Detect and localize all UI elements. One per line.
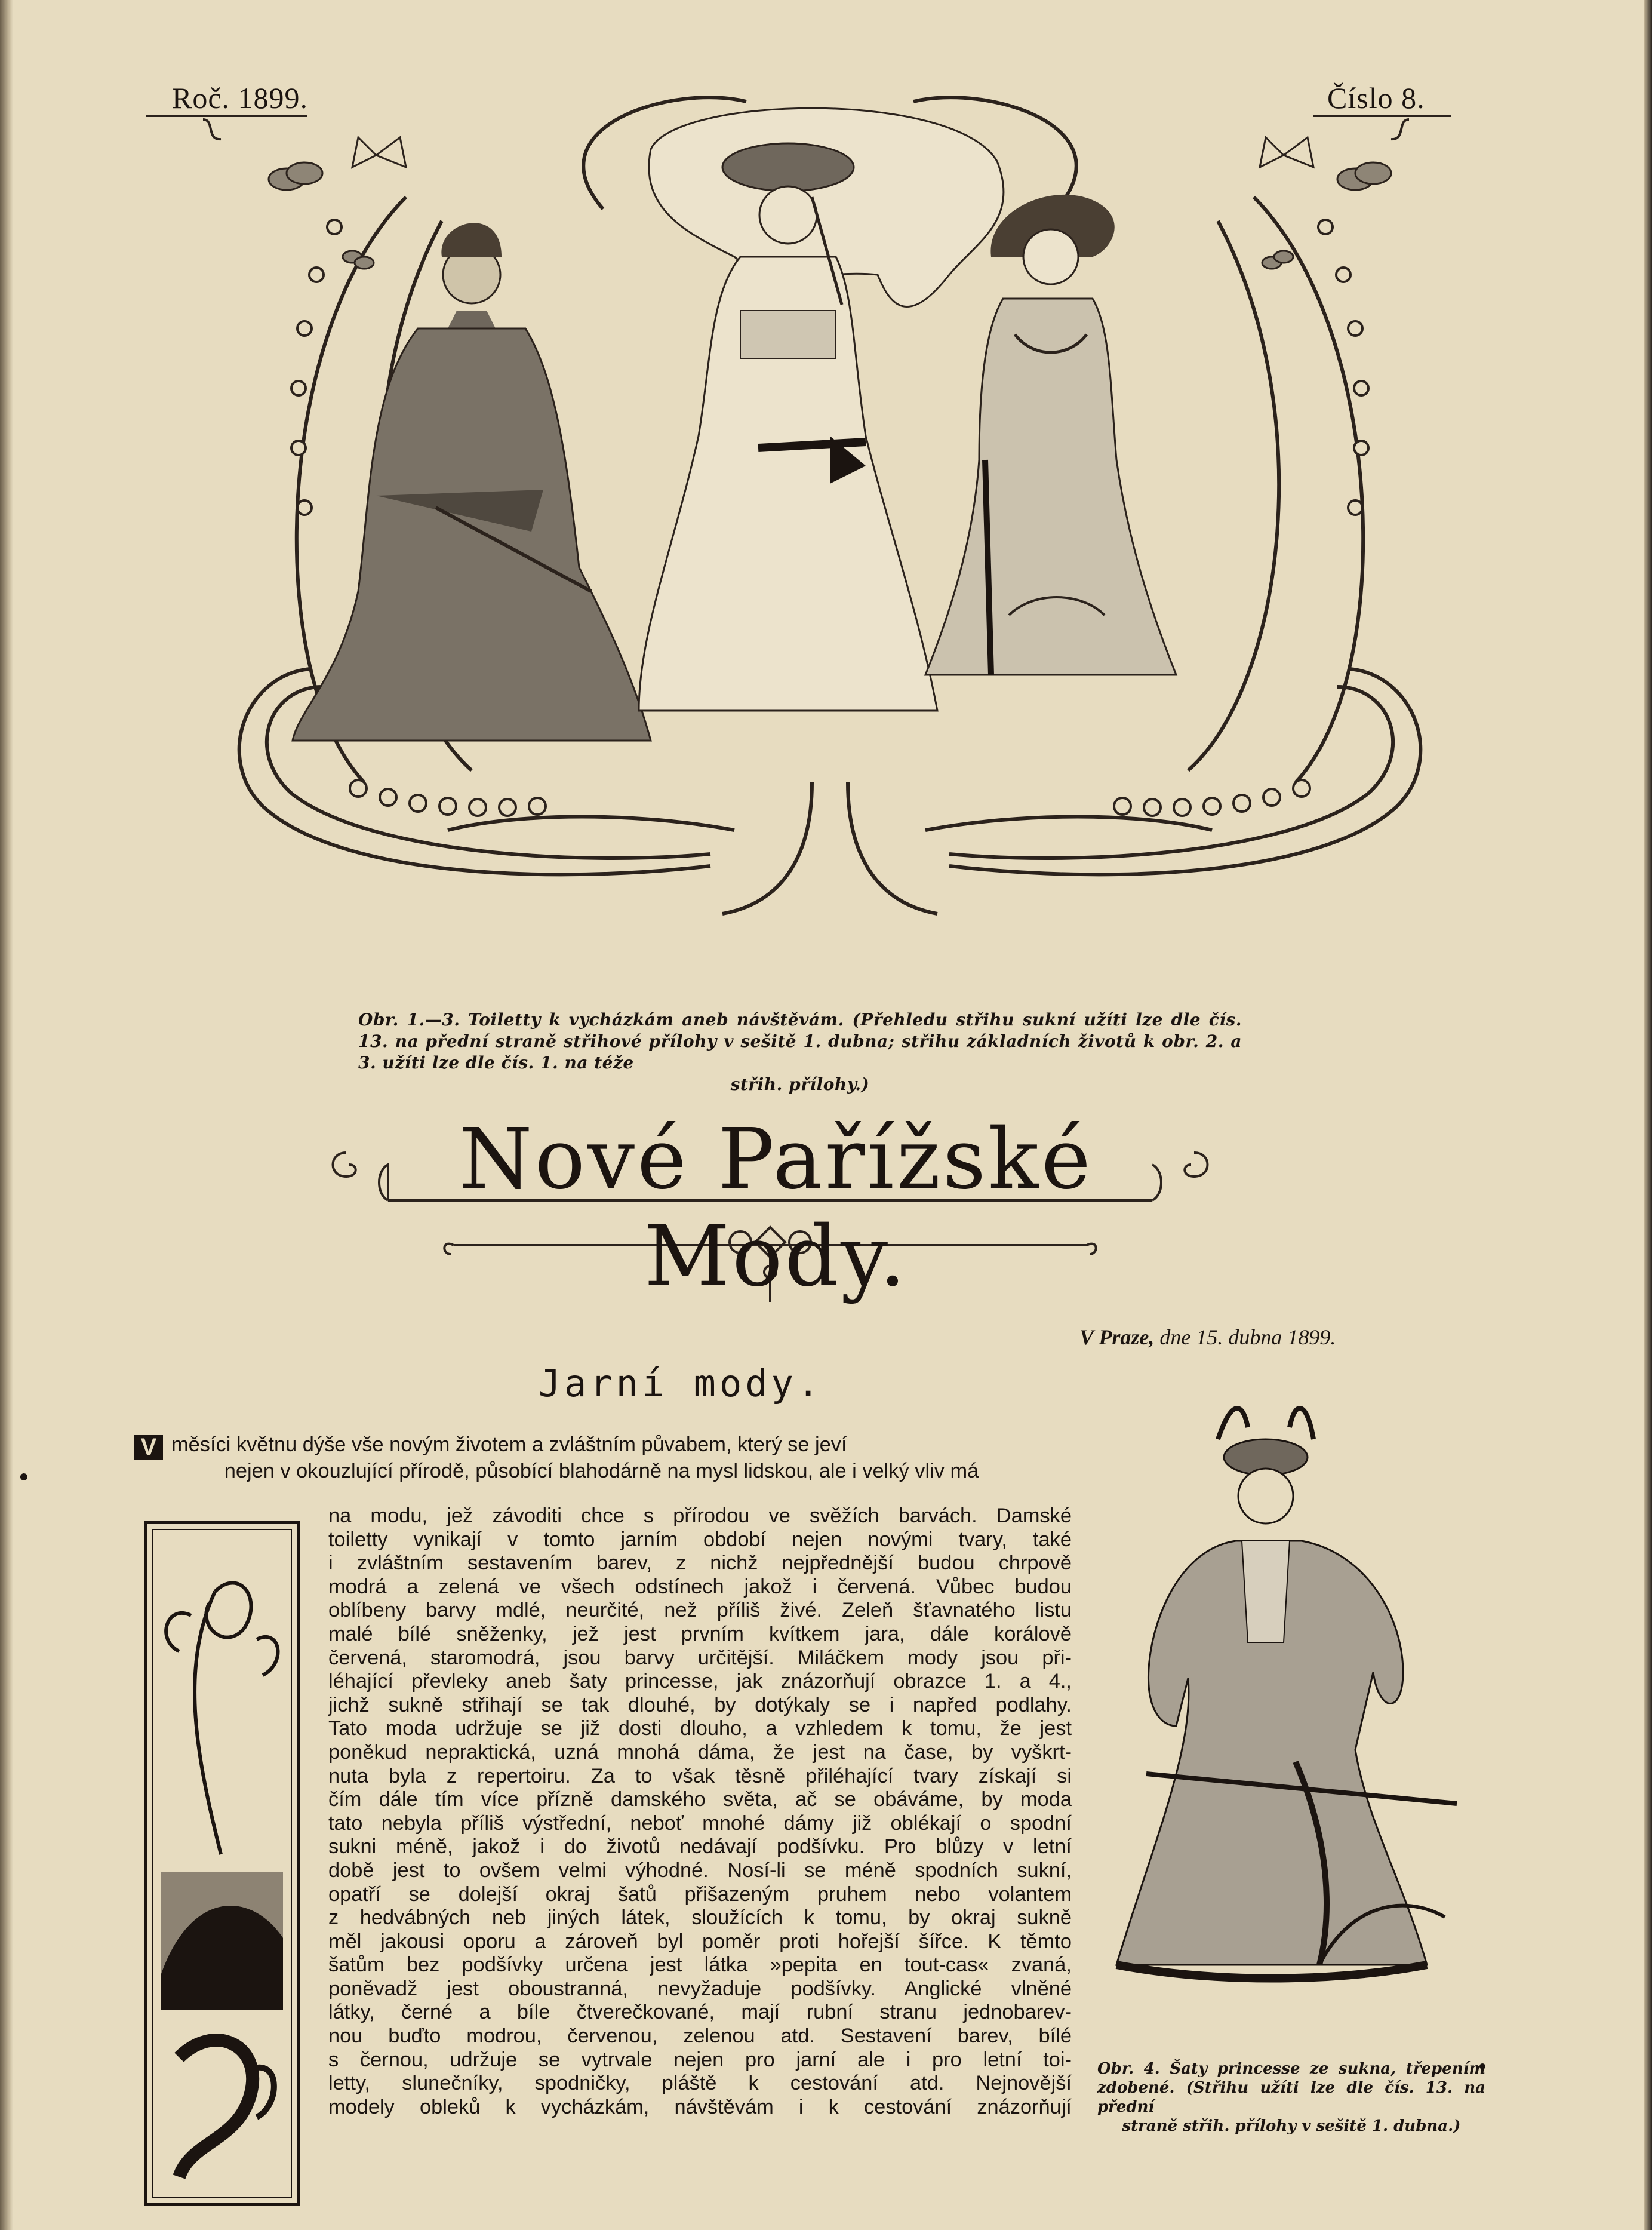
text-line: Tato moda udržuje se již dosti dlouho, a vzhledem k tomu, že jest — [328, 1717, 1072, 1740]
text-line: malé bílé sněženky, jež jest prvním kvítkem jara, dále korálově — [328, 1622, 1072, 1645]
dateline-place: V Praze, — [1079, 1325, 1155, 1349]
page-binding-edge — [0, 0, 13, 2230]
text-line: toiletty vynikají v tomto jarním období nejen novými tvary, také — [328, 1528, 1072, 1551]
page-right-edge — [1644, 0, 1652, 2230]
article-heading: Jarní mody. — [538, 1362, 823, 1405]
text-line: nou buďto modrou, červenou, zelenou atd. Sestavení barev, bílé — [328, 2025, 1072, 2048]
text-line: opatří se dolejší okraj šatů přišazeným pruhem nebo volantem — [328, 1882, 1072, 1906]
caption-line: straně střih. přílohy v sešitě 1. dubna.) — [1122, 2117, 1461, 2135]
text-line: látky, černé a bíle čtverečkované, mají rubní stranu jednobarev- — [328, 2001, 1072, 2024]
text-line: čím dále tím více přízně damského světa, ač se obáváme, by moda — [328, 1788, 1072, 1811]
ink-speck — [20, 1473, 27, 1480]
figure-4-illustration — [1093, 1392, 1475, 2048]
text-line: jichž sukně střihají se tak dlouhé, by dotýkaly se i napřed podlahy. — [328, 1693, 1072, 1716]
caption-line: Obr. 1.—3. Toiletty k vycházkám aneb návštěvám. (Přehledu střihu sukní užíti lze dle čís. 13. na přední — [358, 1010, 1242, 1051]
text-line: červená, staromodrá, jsou barvy určitější. Miláčkem mody jsou při- — [328, 1646, 1072, 1669]
text-line: z hedvábných neb jiných látek, sloužících k tomu, by okraj sukně — [328, 1906, 1072, 1930]
text-line: nejen v okouzlující přírodě, působící blahodárně na mysl lidskou, ale i velký vliv má — [224, 1460, 979, 1482]
drop-cap: V — [134, 1435, 163, 1460]
text-line: tato nebyla příliš výstřední, neboť mnohé dámy již oblékají o spodní — [328, 1811, 1072, 1835]
article-lead — [134, 1433, 1069, 1483]
text-line: oblíbeny barvy mdlé, neurčité, než příliš živé. Zeleň šťavnatého listu — [328, 1599, 1072, 1622]
caption-line: straně střihové přílohy v sešitě 1. dubna; střihu základních životů k obr. 2. a 3. užíti lze dle čís. 1. na téže — [358, 1031, 1242, 1073]
text-line: modely obleků k vycházkám, návštěvám i k cestování znázorňují — [328, 2095, 1072, 2118]
caption-line: zdobené. (Střihu užíti lze dle čís. 13. na přední — [1097, 2079, 1485, 2116]
text-line: poněvadž jest oboustranná, nevyžaduje podšívky. Anglické vlněné — [328, 1977, 1072, 2000]
text-line: nuta byla z repertoiru. Za to však těsně přiléhající tvary získají si — [328, 1764, 1072, 1787]
text-line: sukni méně, jakož i do životů nedávají podšívku. Pro blůzy v letní — [328, 1835, 1072, 1859]
text-line: modrá a zelená ve všech odstínech jakož i červená. Vůbec budou — [328, 1575, 1072, 1598]
text-line: i zvláštním sestavením barev, z nichž nejpřednější budou chrpově — [328, 1552, 1072, 1575]
masthead-title: Nové Pařížské Mody. — [459, 1111, 1093, 1306]
dateline-date: dne 15. dubna 1899. — [1159, 1325, 1336, 1349]
fashion-plate-illustration — [221, 78, 1439, 956]
text-line: léhající převleky aneb šaty princesse, jak znázorňují obrazce 1. a 4., — [328, 1670, 1072, 1693]
text-line: V měsíci květnu dýše vše novým životem a zvláštním půvabem, který se jeví — [134, 1433, 1069, 1460]
text-line: na modu, jež závoditi chce s přírodou ve svěžích barvách. Damské — [328, 1504, 1072, 1527]
issue-label: Číslo 8. — [1327, 81, 1425, 115]
text-line: šatům bez podšívky určena jest látka »pepita en tout-cas« zvaná, — [328, 1953, 1072, 1977]
figure-4-caption — [1097, 2059, 1485, 2136]
art-nouveau-panel — [143, 1520, 301, 2207]
text-line: s černou, udržuje se vytrvale nejen pro jarní ale i pro letní toi- — [328, 2048, 1072, 2071]
text-line: letty, slunečníky, spodničky, pláště k cestování atd. Nejnovější — [328, 2072, 1072, 2095]
caption-line: Obr. 4. Šaty princesse ze sukna, třepením — [1097, 2060, 1485, 2078]
text-line: poněkud nepraktická, uzná mnohá dáma, že jest na čase, by vyškrt- — [328, 1740, 1072, 1764]
figure-caption-1-3 — [358, 1009, 1242, 1095]
text-line: době jest to ovšem velmi výhodné. Nosí-li se méně spodních sukní, — [328, 1859, 1072, 1882]
text-line: měl jakousi oporu a zároveň byl poměr proti hořejší šířce. K těmto — [328, 1930, 1072, 1953]
volume-label: Roč. 1899. — [172, 81, 309, 115]
dateline — [1079, 1325, 1336, 1350]
caption-line: střih. přílohy.) — [730, 1074, 870, 1094]
article-column — [328, 1504, 1072, 2119]
